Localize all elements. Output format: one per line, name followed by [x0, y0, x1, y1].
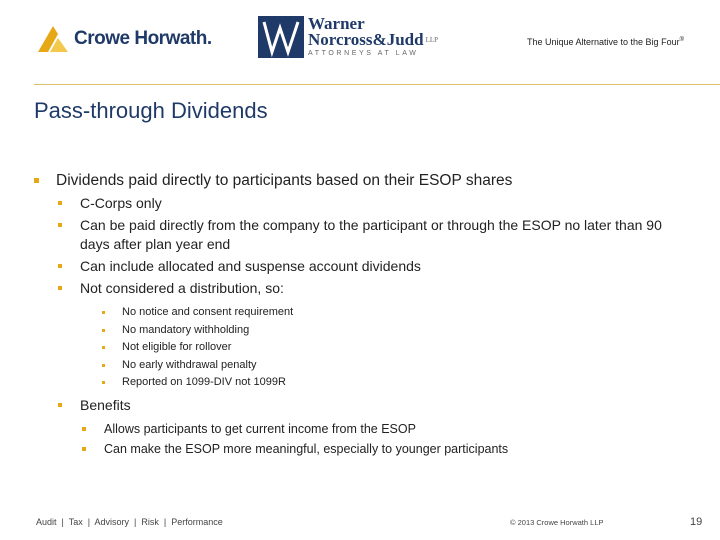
benefit-item: Allows participants to get current income from the ESOP [82, 419, 694, 439]
distribution-item: No early withdrawal penalty [102, 357, 694, 375]
wnj-monogram-icon [258, 16, 304, 58]
bullet-list [34, 172, 694, 459]
crowe-chevron-icon [36, 24, 70, 54]
footer-nav: Audit | Tax | Advisory | Risk | Performance [36, 517, 223, 527]
crowe-horwath-logo [36, 22, 212, 56]
benefit-item: Can make the ESOP more meaningful, especially to younger participants [82, 439, 694, 459]
distribution-item: Reported on 1099-DIV not 1099R [102, 374, 694, 392]
registered-mark: ® [679, 37, 684, 43]
sub-bullet: C-Corps only [58, 194, 694, 213]
page-number: 19 [690, 516, 703, 528]
wnj-line1: Warner [308, 14, 365, 33]
distribution-list [102, 304, 694, 392]
warner-norcross-judd-logo [258, 16, 438, 60]
wnj-llp: LLP [425, 36, 439, 44]
wnj-line2 [308, 32, 438, 48]
distribution-item: No notice and consent requirement [102, 304, 694, 322]
sub-bullet: Can be paid directly from the company to the participant or through the ESOP no later than 90 days after plan year end [58, 216, 694, 254]
wnj-subtitle: ATTORNEYS AT LAW [308, 50, 419, 57]
slide-title: Pass-through Dividends [34, 98, 268, 123]
tagline-text: The Unique Alternative to the Big Four [526, 37, 680, 47]
crowe-logo-text: Crowe Horwath. [74, 28, 212, 49]
sub-bullet-benefits: Benefits [58, 396, 694, 415]
sub-bullet: Can include allocated and suspense account dividends [58, 257, 694, 276]
wnj-wordmark [308, 16, 438, 57]
sub-bullet-list [58, 194, 694, 459]
bullet-dividends-text: Dividends paid directly to participants based on their ESOP shares [56, 172, 513, 189]
header-divider [34, 84, 720, 85]
tagline [527, 37, 684, 47]
benefits-list [82, 419, 694, 459]
distribution-item: Not eligible for rollover [102, 339, 694, 357]
sub-bullet: Not considered a distribution, so: [58, 279, 694, 298]
distribution-item: No mandatory withholding [102, 322, 694, 340]
copyright: © 2013 Crowe Horwath LLP [510, 518, 604, 527]
bullet-dividends [34, 172, 694, 190]
wnj-name: Norcross&Judd [308, 30, 424, 49]
